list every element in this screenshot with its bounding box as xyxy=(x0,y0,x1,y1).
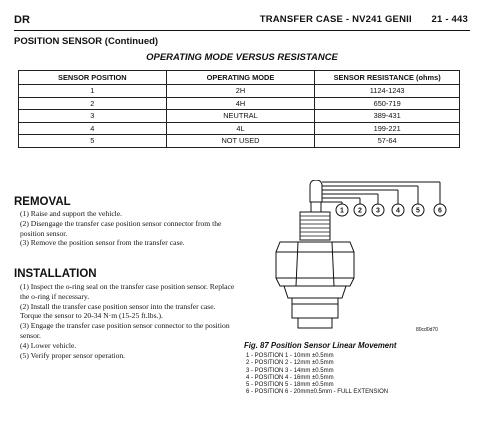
legend-item: 4 - POSITION 4 - 16mm ±0.5mm xyxy=(246,374,334,381)
table-row xyxy=(19,135,460,148)
removal-heading: REMOVAL xyxy=(14,196,71,208)
sensor-position-cell: 1 xyxy=(19,85,167,98)
connector-base xyxy=(284,286,346,298)
removal-step: (2) Disengage the transfer case position sensor connector from the position sensor. xyxy=(20,218,222,238)
table-header-row xyxy=(19,71,460,85)
operating-mode-cell: 2H xyxy=(166,85,315,98)
electrical-connector xyxy=(292,298,338,318)
page-number: 21 - 443 xyxy=(431,14,468,25)
removal-steps xyxy=(20,209,236,248)
page-header xyxy=(260,14,468,25)
sensor-position-cell: 2 xyxy=(19,97,167,110)
callout-2-label: 2 xyxy=(358,207,362,215)
header-divider xyxy=(14,30,470,31)
figure-caption: Fig. 87 Position Sensor Linear Movement xyxy=(244,341,397,350)
callout-1-label: 1 xyxy=(340,207,344,215)
hex-body xyxy=(276,242,354,286)
installation-step: (4) Lower vehicle. xyxy=(20,340,77,350)
table-row xyxy=(19,122,460,135)
removal-step: (3) Remove the position sensor from the transfer case. xyxy=(20,238,185,248)
sensor-position-cell: 3 xyxy=(19,110,167,123)
table-row xyxy=(19,85,460,98)
installation-steps xyxy=(20,282,236,360)
position-sensor-illustration xyxy=(258,180,448,335)
operating-mode-cell: 4L xyxy=(166,122,315,135)
sensor-position-cell: 5 xyxy=(19,135,167,148)
resistance-table xyxy=(18,70,460,148)
section-title: POSITION SENSOR (Continued) xyxy=(14,36,159,47)
column-header: SENSOR POSITION xyxy=(19,71,167,85)
operating-mode-cell: NOT USED xyxy=(166,135,315,148)
table-row xyxy=(19,97,460,110)
installation-heading: INSTALLATION xyxy=(14,268,97,280)
callout-5-label: 5 xyxy=(416,207,420,215)
position-legend xyxy=(246,353,388,397)
callout-3-label: 3 xyxy=(376,207,380,215)
plunger-rod xyxy=(311,202,321,212)
legend-item: 1 - POSITION 1 - 10mm ±0.5mm xyxy=(246,353,334,359)
legend-item: 6 - POSITION 6 - 20mm±0.5mm - FULL EXTENSION xyxy=(246,389,389,396)
plunger-tip xyxy=(310,180,322,202)
legend-item: 3 - POSITION 3 - 14mm ±0.5mm xyxy=(246,367,334,374)
installation-step: (1) Inspect the o-ring seal on the transfer case position sensor. Replace the o-ring if necessary. xyxy=(20,282,235,301)
legend-item: 2 - POSITION 2 - 12mm ±0.5mm xyxy=(246,360,334,367)
resistance-cell: 650-719 xyxy=(315,97,460,110)
chapter-title: TRANSFER CASE - NV241 GENII xyxy=(259,14,412,25)
installation-step: (3) Engage the transfer case position sensor connector to the position sensor. xyxy=(20,321,230,340)
resistance-cell: 1124-1243 xyxy=(315,85,460,98)
section-code: DR xyxy=(14,14,30,26)
table-row xyxy=(19,110,460,123)
table-title: OPERATING MODE VERSUS RESISTANCE xyxy=(146,52,338,63)
removal-step: (1) Raise and support the vehicle. xyxy=(20,209,123,218)
figure-id: 80cd0d70 xyxy=(416,327,438,333)
legend-item: 5 - POSITION 5 - 18mm ±0.5mm xyxy=(246,382,334,389)
sensor-position-cell: 4 xyxy=(19,122,167,135)
resistance-cell: 57-64 xyxy=(315,135,460,148)
installation-step: (2) Install the transfer case position sensor into the transfer case. Torque the sensor to 20-34 N·m (15-25 ft.lbs.). xyxy=(20,301,216,321)
resistance-cell: 389-431 xyxy=(315,110,460,123)
operating-mode-cell: 4H xyxy=(166,97,315,110)
callout-6-label: 6 xyxy=(438,207,442,215)
installation-step: (5) Verify proper sensor operation. xyxy=(20,350,126,360)
callout-4-label: 4 xyxy=(396,207,400,215)
column-header: SENSOR RESISTANCE (ohms) xyxy=(315,71,460,85)
operating-mode-cell: NEUTRAL xyxy=(166,110,315,123)
column-header: OPERATING MODE xyxy=(166,71,315,85)
resistance-cell: 199-221 xyxy=(315,122,460,135)
